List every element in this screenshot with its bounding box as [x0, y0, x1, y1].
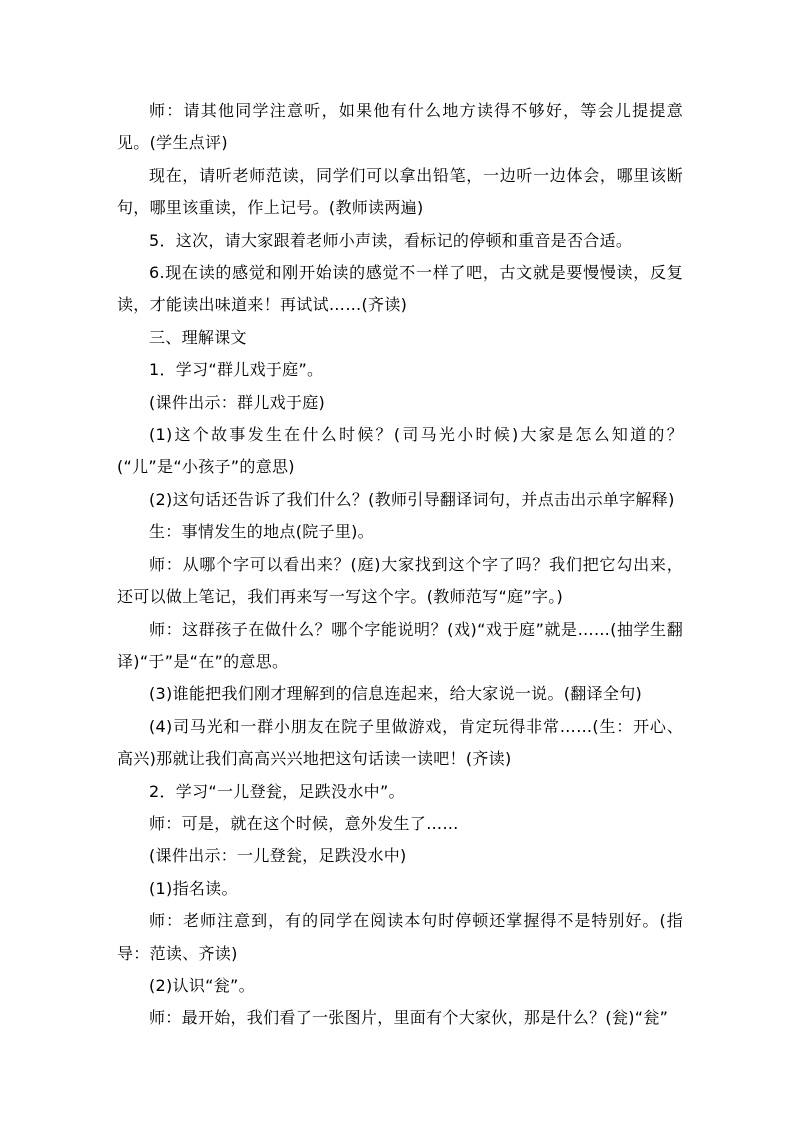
- paragraph: (2)认识“瓮”。: [149, 975, 255, 995]
- paragraph: 现在，请听老师范读，同学们可以拿出铅笔，一边听一边体会，哪里该断句，哪里该重读，作上记号。(教师读两遍): [117, 165, 683, 218]
- paragraph: 2．学习“一儿登瓮，足跌没水中”。: [149, 781, 405, 801]
- paragraph: (2)这句话还告诉了我们什么？(教师引导翻译词句，并点击出示单字解释): [149, 489, 675, 509]
- paragraph: (3)谁能把我们刚才理解到的信息连起来，给大家说一说。(翻译全句): [149, 684, 643, 704]
- paragraph: (1)指名读。: [149, 878, 238, 898]
- paragraph: (课件出示：群儿戏于庭): [149, 392, 326, 412]
- document-page: [117, 95, 683, 1035]
- paragraph: 生：事情发生的地点(院子里)。: [149, 522, 374, 542]
- paragraph: 师：这群孩子在做什么？哪个字能说明？(戏)“戏于庭”就是……(抽学生翻译)“于”是“在”的意思。: [117, 619, 683, 671]
- paragraph: (1)这个故事发生在什么时候？(司马光小时候)大家是怎么知道的？(“儿”是“小孩子”的意思): [117, 425, 683, 477]
- paragraph: 师：最开始，我们看了一张图片，里面有个大家伙，那是什么？(瓮)“瓮”: [149, 1008, 669, 1028]
- paragraph: 1．学习“群儿戏于庭”。: [149, 360, 324, 380]
- paragraph: (4)司马光和一群小朋友在院子里做游戏，肯定玩得非常……(生：开心、高兴)那就让我们高高兴兴地把这句话读一读吧！(齐读): [117, 716, 683, 769]
- paragraph: 师：老师注意到，有的同学在阅读本句时停顿还掌握得不是特别好。(指导：范读、齐读): [117, 911, 683, 963]
- paragraph: 师：可是，就在这个时候，意外发生了……: [149, 813, 459, 833]
- paragraph: 师：从哪个字可以看出来？(庭)大家找到这个字了吗？我们把它勾出来，还可以做上笔记，我们再来写一写这个字。(教师范写“庭”字。): [117, 554, 683, 607]
- paragraph: 师：请其他同学注意听，如果他有什么地方读得不够好，等会儿提提意见。(学生点评): [117, 101, 683, 153]
- paragraph: (课件出示：一儿登瓮，足跌没水中): [149, 846, 407, 866]
- paragraph: 6.现在读的感觉和刚开始读的感觉不一样了吧，古文就是要慢慢读，反复读，才能读出味道来！再试试……(齐读): [117, 263, 683, 315]
- paragraph: 5．这次，请大家跟着老师小声读，看标记的停顿和重音是否合适。: [149, 230, 633, 250]
- section-heading: 三、理解课文: [149, 327, 247, 347]
